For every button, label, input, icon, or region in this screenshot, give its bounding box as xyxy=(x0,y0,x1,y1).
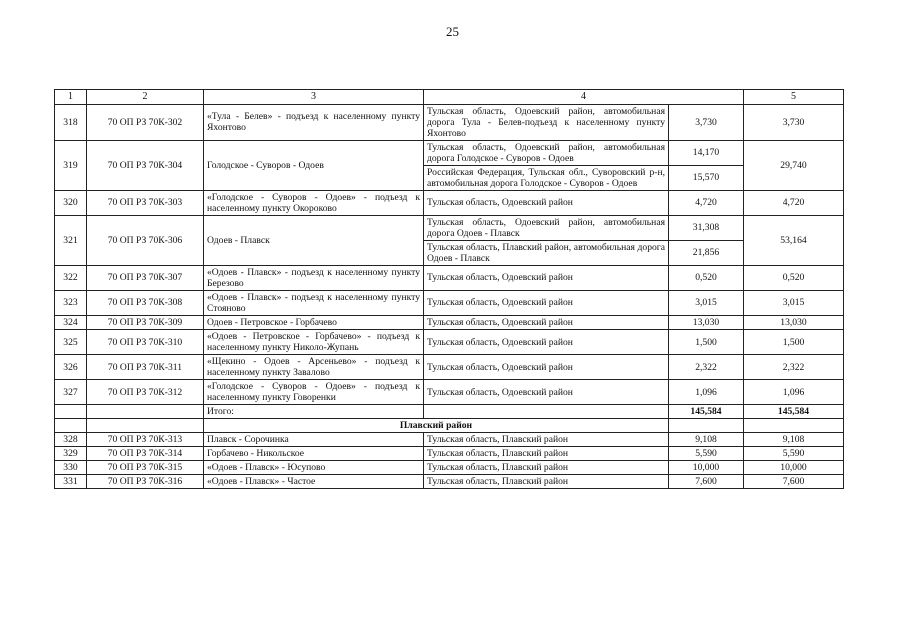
road-location: Тульская область, Плавский район xyxy=(424,461,669,475)
road-location: Тульская область, Одоевский район, автомобильная дорога Тула - Белев-подъезд к населенному пункту Яхонтово xyxy=(424,104,669,140)
row-number: 318 xyxy=(55,104,87,140)
section-length: 7,600 xyxy=(669,475,744,489)
road-name: «Одоев - Плавск» - Частое xyxy=(204,475,424,489)
table-row xyxy=(55,355,844,380)
table-row xyxy=(55,433,844,447)
section-length: 4,720 xyxy=(669,190,744,215)
table-row xyxy=(55,475,844,489)
road-name: «Голодское - Суворов - Одоев» - подъезд к населенному пункту Говоренки xyxy=(204,380,424,405)
empty-cell xyxy=(55,419,87,433)
section-length: 9,108 xyxy=(669,433,744,447)
row-number: 329 xyxy=(55,447,87,461)
road-code: 70 ОП РЗ 70К-313 xyxy=(87,433,204,447)
header-cell: 2 xyxy=(87,90,204,105)
road-location: Тульская область, Одоевский район xyxy=(424,380,669,405)
table-row xyxy=(55,461,844,475)
road-code: 70 ОП РЗ 70К-303 xyxy=(87,190,204,215)
total-length: 13,030 xyxy=(744,316,844,330)
section-length: 3,015 xyxy=(669,290,744,315)
road-code: 70 ОП РЗ 70К-316 xyxy=(87,475,204,489)
road-name: Голодское - Суворов - Одоев xyxy=(204,140,424,190)
total-length: 10,000 xyxy=(744,461,844,475)
road-name: «Одоев - Плавск» - Юсупово xyxy=(204,461,424,475)
road-name: Одоев - Петровское - Горбачево xyxy=(204,316,424,330)
section-length: 10,000 xyxy=(669,461,744,475)
road-code: 70 ОП РЗ 70К-307 xyxy=(87,265,204,290)
road-location: Тульская область, Одоевский район xyxy=(424,265,669,290)
section-length: 0,520 xyxy=(669,265,744,290)
page-number: 25 xyxy=(446,24,459,39)
road-name: «Одоев - Плавск» - подъезд к населенному пункту Стояново xyxy=(204,290,424,315)
road-name: Плавск - Сорочинка xyxy=(204,433,424,447)
total-length: 53,164 xyxy=(744,215,844,265)
total-length: 3,015 xyxy=(744,290,844,315)
table-row xyxy=(55,140,844,165)
road-code: 70 ОП РЗ 70К-302 xyxy=(87,104,204,140)
total-length: 3,730 xyxy=(744,104,844,140)
total-length: 0,520 xyxy=(744,265,844,290)
roads-table xyxy=(54,89,844,489)
section-length: 2,322 xyxy=(669,355,744,380)
empty-cell xyxy=(669,419,744,433)
column-number-header xyxy=(55,90,844,105)
empty-cell xyxy=(424,405,669,419)
subtotal-length: 145,584 xyxy=(669,405,744,419)
road-name: «Одоев - Петровское - Горбачево» - подъезд к населенному пункту Николо-Жупань xyxy=(204,330,424,355)
table-row xyxy=(55,215,844,240)
district-row xyxy=(55,419,844,433)
header-cell: 3 xyxy=(204,90,424,105)
total-length: 1,500 xyxy=(744,330,844,355)
road-code: 70 ОП РЗ 70К-312 xyxy=(87,380,204,405)
road-code: 70 ОП РЗ 70К-306 xyxy=(87,215,204,265)
section-length: 5,590 xyxy=(669,447,744,461)
road-location: Тульская область, Плавский район xyxy=(424,433,669,447)
road-code: 70 ОП РЗ 70К-308 xyxy=(87,290,204,315)
section-length: 1,096 xyxy=(669,380,744,405)
row-number: 323 xyxy=(55,290,87,315)
road-code: 70 ОП РЗ 70К-309 xyxy=(87,316,204,330)
table-row xyxy=(55,380,844,405)
row-number: 322 xyxy=(55,265,87,290)
header-cell: 4 xyxy=(424,90,744,105)
road-location: Тульская область, Плавский район xyxy=(424,447,669,461)
total-length: 7,600 xyxy=(744,475,844,489)
total-length: 29,740 xyxy=(744,140,844,190)
road-name: Одоев - Плавск xyxy=(204,215,424,265)
row-number: 319 xyxy=(55,140,87,190)
row-number: 331 xyxy=(55,475,87,489)
section-length: 13,030 xyxy=(669,316,744,330)
total-length: 2,322 xyxy=(744,355,844,380)
road-code: 70 ОП РЗ 70К-314 xyxy=(87,447,204,461)
subtotal-label: Итого: xyxy=(204,405,424,419)
row-number: 324 xyxy=(55,316,87,330)
road-code: 70 ОП РЗ 70К-304 xyxy=(87,140,204,190)
road-location: Тульская область, Одоевский район xyxy=(424,355,669,380)
header-cell: 1 xyxy=(55,90,87,105)
road-name: Горбачево - Никольское xyxy=(204,447,424,461)
subtotal-row xyxy=(55,405,844,419)
road-location: Тульская область, Одоевский район xyxy=(424,290,669,315)
road-location: Тульская область, Плавский район, автомобильная дорога Одоев - Плавск xyxy=(424,240,669,265)
section-length: 1,500 xyxy=(669,330,744,355)
section-length: 21,856 xyxy=(669,240,744,265)
total-length: 1,096 xyxy=(744,380,844,405)
road-code: 70 ОП РЗ 70К-315 xyxy=(87,461,204,475)
row-number: 327 xyxy=(55,380,87,405)
road-code: 70 ОП РЗ 70К-310 xyxy=(87,330,204,355)
road-code: 70 ОП РЗ 70К-311 xyxy=(87,355,204,380)
table-row xyxy=(55,104,844,140)
total-length: 9,108 xyxy=(744,433,844,447)
road-location: Тульская область, Одоевский район xyxy=(424,190,669,215)
empty-cell xyxy=(87,405,204,419)
row-number: 328 xyxy=(55,433,87,447)
row-number: 330 xyxy=(55,461,87,475)
road-name: «Щекино - Одоев - Арсеньево» - подъезд к населенному пункту Завалово xyxy=(204,355,424,380)
empty-cell xyxy=(55,405,87,419)
section-length: 3,730 xyxy=(669,104,744,140)
table-row xyxy=(55,290,844,315)
road-location: Тульская область, Одоевский район xyxy=(424,316,669,330)
table-row xyxy=(55,190,844,215)
total-length: 4,720 xyxy=(744,190,844,215)
empty-cell xyxy=(87,419,204,433)
road-name: «Голодское - Суворов - Одоев» - подъезд к населенному пункту Окороково xyxy=(204,190,424,215)
section-length: 15,570 xyxy=(669,165,744,190)
table-row xyxy=(55,265,844,290)
district-title: Плавский район xyxy=(204,419,669,433)
empty-cell xyxy=(744,419,844,433)
row-number: 326 xyxy=(55,355,87,380)
road-location: Тульская область, Одоевский район, автомобильная дорога Голодское - Суворов - Одоев xyxy=(424,140,669,165)
section-length: 31,308 xyxy=(669,215,744,240)
road-name: «Одоев - Плавск» - подъезд к населенному пункту Березово xyxy=(204,265,424,290)
table-row xyxy=(55,316,844,330)
road-location: Тульская область, Одоевский район, автомобильная дорога Одоев - Плавск xyxy=(424,215,669,240)
table-row xyxy=(55,447,844,461)
table-row xyxy=(55,330,844,355)
row-number: 325 xyxy=(55,330,87,355)
header-cell: 5 xyxy=(744,90,844,105)
road-location: Российская Федерация, Тульская обл., Суворовский р-н, автомобильная дорога Голодское - Суворов - Одоев xyxy=(424,165,669,190)
road-name: «Тула - Белев» - подъезд к населенному пункту Яхонтово xyxy=(204,104,424,140)
section-length: 14,170 xyxy=(669,140,744,165)
total-length: 5,590 xyxy=(744,447,844,461)
row-number: 320 xyxy=(55,190,87,215)
road-location: Тульская область, Одоевский район xyxy=(424,330,669,355)
road-location: Тульская область, Плавский район xyxy=(424,475,669,489)
row-number: 321 xyxy=(55,215,87,265)
subtotal-total: 145,584 xyxy=(744,405,844,419)
